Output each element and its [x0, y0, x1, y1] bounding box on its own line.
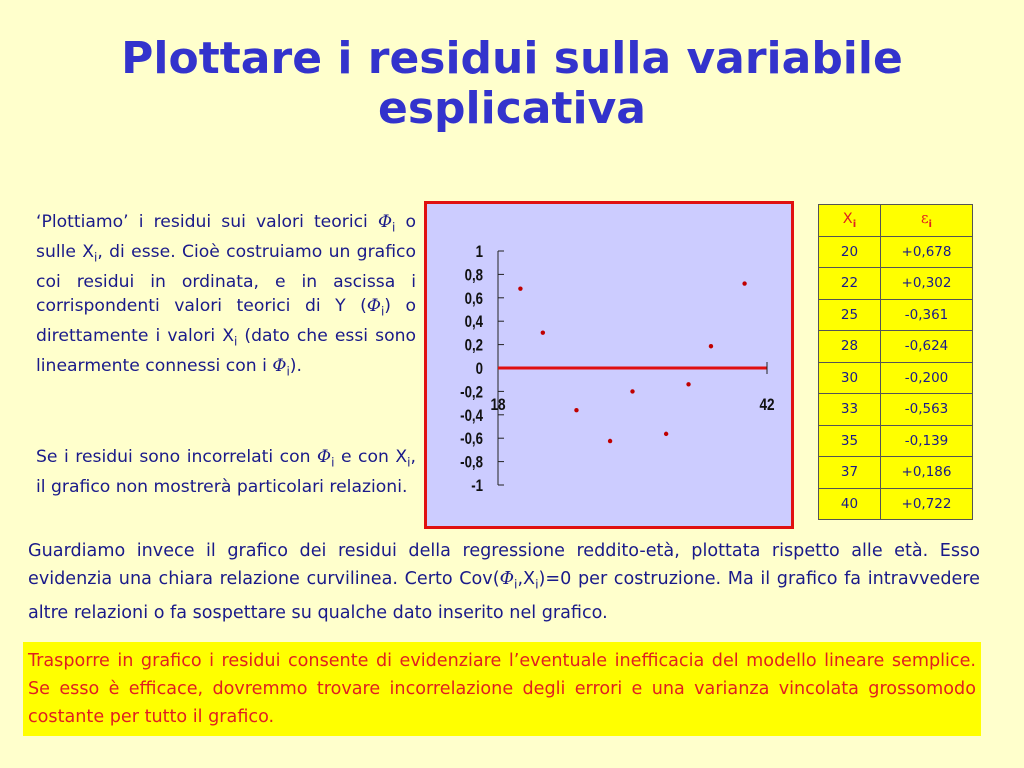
table-row — [819, 457, 973, 489]
data-point — [608, 439, 612, 443]
cell-residual: +0,722 — [881, 488, 973, 520]
y-tick-label: 0 — [475, 359, 483, 379]
y-tick-label: 0,8 — [464, 265, 483, 285]
y-tick-label: 1 — [475, 242, 483, 262]
y-tick-label: -0,2 — [460, 382, 483, 402]
cell-residual: -0,624 — [881, 331, 973, 363]
cell-residual: +0,678 — [881, 236, 973, 268]
y-tick-label: -0,8 — [460, 453, 483, 473]
residual-scatter-chart — [427, 204, 791, 526]
cell-residual: +0,186 — [881, 457, 973, 489]
table-row — [819, 488, 973, 520]
cell-residual: -0,361 — [881, 299, 973, 331]
analysis-paragraph: Guardiamo invece il grafico dei residui della regressione reddito-età, plottata rispetto alle età. Esso evidenzia una chiara relazione curvilinea. Certo $Cov(\Phi_i,X_i)=0$ per costruzione. Ma il grafico fa intravvedere altre relazioni o fa sospettare su qualche dato inserito nel grafico. — [28, 541, 980, 623]
y-tick-label: 0,2 — [464, 336, 483, 356]
header-x: $X_i$ — [819, 205, 881, 237]
data-point — [742, 281, 746, 285]
cell-x: 35 — [819, 425, 881, 457]
data-point — [664, 432, 668, 436]
table-row — [819, 331, 973, 363]
cell-x: 40 — [819, 488, 881, 520]
cell-x: 25 — [819, 299, 881, 331]
y-tick-label: -0,4 — [460, 406, 483, 426]
table-row — [819, 394, 973, 426]
data-point — [630, 389, 634, 393]
y-tick-label: -0,6 — [460, 429, 483, 449]
cell-residual: -0,200 — [881, 362, 973, 394]
x-tick-label: 42 — [759, 395, 775, 415]
data-point — [709, 344, 713, 348]
intro-paragraph: ‘Plottiamo’ i residui sui valori teorici $\Phi_i$ o sulle $X_i$, di esse. Cioè costruiamo un grafico coi residui in ordinata, e in ascissa i corrispondenti valori teorici di Y $(\Phi_i)$ o direttamente i valori $X_i$ (dato che essi sono linearmente connessi con i $\Phi_i$). — [36, 212, 417, 379]
table-row — [819, 236, 973, 268]
page-title: Plottare i residui sulla variabile esplicativa — [121, 33, 903, 134]
cell-x: 30 — [819, 362, 881, 394]
cell-x: 33 — [819, 394, 881, 426]
data-point — [518, 286, 522, 290]
cell-x: 28 — [819, 331, 881, 363]
cell-x: 22 — [819, 268, 881, 300]
header-epsilon: $\varepsilon_i$ — [881, 205, 973, 237]
uncorrelated-paragraph: Se i residui sono incorrelati con $\Phi_i$ e con $X_i$, il grafico non mostrerà particolari relazioni. — [36, 447, 416, 497]
cell-x: 37 — [819, 457, 881, 489]
cell-residual: -0,563 — [881, 394, 973, 426]
cell-x: 20 — [819, 236, 881, 268]
residuals-table — [818, 204, 973, 520]
table-row — [819, 425, 973, 457]
table-header-row — [819, 205, 973, 237]
data-point — [574, 408, 578, 412]
table-row — [819, 362, 973, 394]
cell-residual: -0,139 — [881, 425, 973, 457]
y-tick-label: 0,6 — [464, 289, 483, 309]
y-tick-label: -1 — [471, 476, 483, 496]
residual-plot — [424, 201, 794, 529]
cell-residual: +0,302 — [881, 268, 973, 300]
data-point — [686, 382, 690, 386]
table-row — [819, 299, 973, 331]
data-point — [541, 330, 545, 334]
y-tick-label: 0,4 — [464, 312, 483, 332]
highlight-box: Trasporre in grafico i residui consente di evidenziare l’eventuale inefficacia del modello lineare semplice. Se esso è efficace, dovremmo trovare incorrelazione degli errori e una varianza vincolata grossomodo costante per tutto il grafico. — [23, 642, 981, 736]
table-row — [819, 268, 973, 300]
x-tick-label: 18 — [490, 395, 506, 415]
